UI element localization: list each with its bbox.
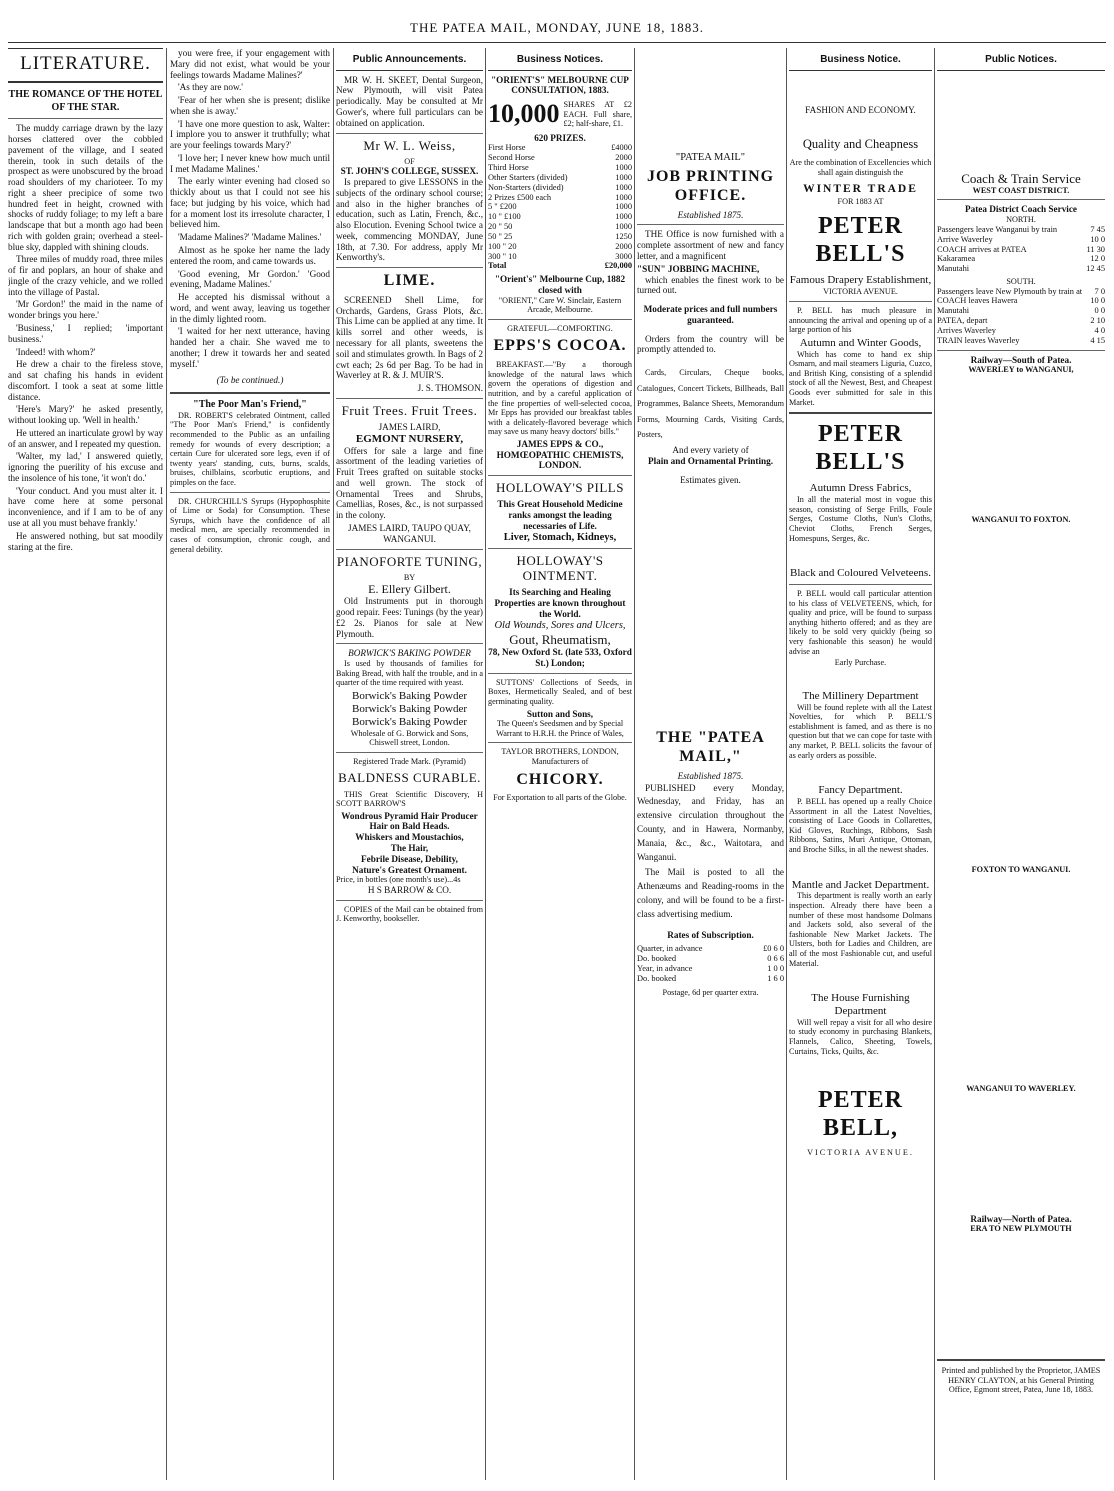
prize-row-label: First Horse [488, 143, 526, 153]
autumn-goods: Autumn and Winter Goods, [799, 336, 922, 349]
west-coast: WEST COAST DISTRICT. [972, 185, 1070, 195]
divider [170, 492, 330, 493]
sutton-sub: The Queen's Seedsmen and by Special Warrant to H.R.H. the Prince of Wales, [496, 719, 624, 738]
prize-row [488, 202, 632, 212]
weiss-of: OF [404, 156, 415, 166]
story-paragraph: Almost as he spoke her name the lady entered the room, and came towards us. [170, 245, 330, 266]
masthead-rule [8, 42, 1106, 43]
epps-ad-text: BREAKFAST.—"By a thorough knowledge of the natural laws which govern the operations of digestion and nutrition, and by a careful application of the fine properties of well-selected cocoa, Mr Epps has provided our breakfast tables with a delicately-flavored beverage which may save us many heavy doctors' bills." [488, 360, 632, 437]
fancy-title: Fancy Department. [818, 784, 903, 797]
rate-row [637, 974, 784, 984]
gout-line: Gout, Rheumatism, [509, 632, 611, 647]
south-timetable [937, 287, 1105, 346]
weiss-college: ST. JOHN'S COLLEGE, SUSSEX. [340, 166, 479, 177]
rate-row [637, 954, 784, 964]
piano-by: BY [403, 572, 416, 582]
baldness-line: Nature's Greatest Ornament. [352, 864, 467, 875]
column-business-notice [789, 48, 932, 1480]
lime-signoff: J. S. THOMSON. [417, 383, 483, 394]
dress-fabrics: Autumn Dress Fabrics, [809, 482, 912, 495]
timetable-row-value: 12 0 [1090, 254, 1105, 264]
timetable-row-value: 4 0 [1094, 325, 1105, 335]
timetable-row [937, 287, 1105, 297]
chicory-text: For Exportation to all parts of the Globe. [493, 793, 627, 803]
drapery-line: Famous Drapery Establishment, [789, 274, 932, 287]
timetable-row-value: 12 45 [1086, 264, 1105, 274]
prize-row [488, 222, 632, 232]
story-paragraph: 'I love her; I never knew how much until I met Madame Malines.' [170, 152, 330, 174]
column-business-notices [488, 48, 632, 1480]
victoria-signoff: VICTORIA AVENUE. [807, 1148, 914, 1158]
combo-line: Are the combination of Excellencies which shall again distinguish the [789, 158, 932, 177]
orient-shares-text: SHARES AT £2 EACH. Full share, £2; half-share, £1. [563, 100, 632, 129]
holloway-pills-sub: This Great Household Medicine ranks amongst the leading necessaries of Life. [497, 499, 623, 531]
holloway-ointment-title: HOLLOWAY'S OINTMENT. [516, 553, 604, 584]
story-paragraph: He drew a chair to the fireless stove, and sat chafing his hands in evident discomfort. I took a seat at some little distance. [8, 359, 163, 402]
job-plain: Plain and Ornamental Printing. [647, 455, 774, 466]
rate-row-label: Quarter, in advance [637, 944, 703, 954]
rate-row-label: Year, in advance [637, 963, 693, 973]
divider [637, 224, 784, 225]
timetable-row-label: Manutahi [937, 306, 970, 316]
story-paragraph: 'Your conduct. And you must alter it. I have come here at some personal inconvenience, and if I am to be of any use at all you must behave frankly.' [8, 485, 163, 529]
copies-notice: COPIES of the Mail can be obtained from J. Kenworthy, bookseller. [336, 904, 483, 924]
literature-heading: LITERATURE. [8, 48, 163, 83]
prize-row-label: 20 " 50 [488, 222, 513, 232]
timetable-row [937, 264, 1105, 274]
fancy-text: P. BELL has opened up a really Choice Assortment in all the Latest Novelties, consisting of Lace Goods in Collarettes, Kid Gloves, Ruchings, Ribbons, Sash Ribbons, Satins, Muri Antique, Ottoman, and Broche Silks, in all the newest shades. [789, 797, 932, 854]
column-divider [934, 48, 935, 1480]
railway-south: Railway—South of Patea. [970, 354, 1072, 365]
story-paragraph: 'Fear of her when she is present; dislike when she is away.' [170, 95, 330, 116]
grateful-line: GRATEFUL—COMFORTING. [507, 323, 613, 333]
divider [170, 392, 330, 394]
rate-row-label: Do. booked [637, 973, 677, 983]
prizes-title: 620 PRIZES. [534, 132, 586, 143]
story-paragraph: 'Indeed! with whom?' [16, 346, 96, 357]
prize-list [488, 143, 632, 261]
timetable-row-value: 11 30 [1086, 244, 1105, 254]
mail-posted: The Mail is posted to all the Athenæums and Reading-rooms in the colony, and will be found to be a first-class advertising medium. [637, 867, 784, 919]
story-paragraph: 'As they are now.' [178, 82, 243, 93]
job-text-2: which enables the finest work to be turned out. [637, 274, 784, 296]
era-new-plymouth: ERA TO NEW PLYMOUTH [970, 1224, 1072, 1234]
timetable-row [937, 225, 1105, 235]
epps-title: EPPS'S COCOA. [493, 337, 627, 355]
divider [8, 118, 163, 119]
timetable-row-label: Passengers leave New Plymouth by train at [937, 286, 1083, 296]
column-divider [485, 48, 486, 1480]
job-established: Established 1875. [677, 209, 744, 220]
divider [488, 319, 632, 320]
timetable-row-value: 10 0 [1090, 296, 1105, 306]
column-divider [634, 48, 635, 1480]
prize-row [488, 252, 632, 262]
column-divider [786, 48, 787, 1480]
holloway-pills-line: Liver, Stomach, Kidneys, [503, 531, 617, 543]
holloway-pills-title: HOLLOWAY'S PILLS [496, 480, 624, 496]
orient-title: "ORIENT'S" MELBOURNE CUP CONSULTATION, 1883. [491, 74, 629, 96]
mail-text: PUBLISHED every Monday, Wednesday, and Friday, has an extensive circulation throughout the County, and in Hawera, Normanby, Manaia, &c., &c., Waitotara, and Wanganui. [637, 782, 784, 862]
baldness-title: BALDNESS CURABLE. [338, 770, 481, 786]
rate-row-value: 1 6 0 [767, 973, 784, 983]
prize-row-label: 10 " £100 [488, 212, 521, 222]
churchill-syrup-ad: DR. CHURCHILL'S Syrups (Hypophosphite of Lime or Soda) for Consumption. These Syrups, which have the confidence of all medical men, are specially recommended in cases of consumption, chronic cough, and general debility. [170, 496, 330, 554]
announce-text: P. BELL has much pleasure in announcing the arrival and opening up of a large portion of his [789, 305, 932, 335]
column-literature [8, 48, 163, 1480]
column-public-announcements [336, 48, 483, 1480]
borwick-signoff: Wholesale of G. Borwick and Sons, Chiswell street, London. [350, 728, 469, 748]
prize-row [488, 173, 632, 183]
column-public-notices [937, 48, 1105, 1480]
postage: Postage, 6d per quarter extra. [662, 987, 759, 997]
baldness-price: Price, in bottles (one month's use)...4s [336, 875, 461, 885]
south-heading: SOUTH. [1006, 276, 1036, 286]
story-paragraph: The muddy carriage drawn by the lazy horses clattered over the cobbled pavement of the village, and I seated therein, took in such details of the prospect as were unobscured by the broad road shoulders of my charioteer. To my right a sheer precipice of some two hundred feet in height, crowned with shocks of ruddy foliage; to my left a bare landscape that but a month ago had been rich with golden grain; overhead a steel-blue sky, dappled with shining clouds. [8, 123, 163, 252]
sutton-name: Sutton and Sons, [526, 708, 594, 719]
prize-row-value: £4000 [611, 143, 632, 153]
prize-total [488, 261, 632, 271]
job-printing-title: JOB PRINTING OFFICE. [646, 168, 775, 204]
for-line: FOR 1883 AT [837, 196, 884, 206]
fashion-line: FASHION AND ECONOMY. [805, 104, 916, 115]
barrow-signoff: H S BARROW & CO. [367, 884, 452, 895]
prize-row-value: 1000 [615, 172, 632, 182]
divider [336, 267, 483, 268]
business-notices-header: Business Notices. [488, 48, 632, 71]
baldness-line: Whiskers and Moustachios, [355, 832, 464, 843]
masthead: THE PATEA MAIL, MONDAY, JUNE 18, 1883. [410, 20, 704, 35]
timetable-row-value: 0 0 [1094, 306, 1105, 316]
timetable-rows [937, 874, 1105, 1084]
timetable-row-value: 4 15 [1090, 335, 1105, 345]
prize-row-value: 3000 [615, 251, 632, 261]
borwick-line: Borwick's Baking Powder [351, 702, 468, 715]
piano-ad-text: Old Instruments put in thorough good repair. Fees: Tunings (by the year) £2 2s. Pianos for sale at New Plymouth. [336, 596, 483, 639]
prize-row-value: 1250 [615, 231, 632, 241]
dress-text: In all the material most in vogue this season, consisting of Serge Frills, Foule Serges, Costume Cloths, Nun's Cloths, Cheviot Cloths, French Serges, Homespuns, Serges, &c. [789, 495, 932, 543]
divider [789, 584, 932, 585]
peter-bell-signoff: PETER BELL, [817, 1087, 903, 1142]
baldness-line: The Hair, [390, 843, 429, 854]
prize-row-value: 1000 [615, 222, 632, 232]
column-divider [333, 48, 334, 1480]
house-text: Will well repay a visit for all who desire to study economy in purchasing Blankets, Flannels, Calico, Sheeting, Towels, Curtains, Ticks, Quilts, &c. [789, 1017, 932, 1056]
winter-trade: WINTER TRADE [803, 183, 918, 196]
story-title: THE ROMANCE OF THE HOTEL OF THE STAR. [8, 89, 163, 113]
mantle-text: This department is really worth an early inspection. Already there have been a number of these most handsome Dolmans and Jackets sold, also several of the fashionable New Market Jackets. The Ulsters, both for Ladies and Children, are all of the most Fashionable cut, and useful Material. [789, 891, 932, 968]
divider [336, 549, 483, 550]
velvet-text: P. BELL would call particular attention to his class of VELVETEENS, which, for quality and price, will be found to surpass anything hitherto offered; and as they are likely to be sold very quickly (being so very fashionable this season) he would advise an [789, 588, 932, 656]
printed-by: Printed and published by the Proprietor, JAMES HENRY CLAYTON, at his General Printing Office, Egmont street, Patea, June 18, 1883. [941, 1366, 1101, 1395]
timetable-row [937, 336, 1105, 346]
prize-row [488, 183, 632, 193]
job-text: THE Office is now furnished with a complete assortment of new and fancy letter, and a magnificent [637, 229, 784, 262]
coach-title: Coach & Train Service [961, 170, 1081, 186]
timetable-row [937, 306, 1105, 316]
divider [488, 673, 632, 674]
ointment-ad-text: DR. ROBERT'S celebrated Ointment, called "The Poor Man's Friend," is confidently recommended to the Public as an unfailing remedy for wounds of every description; a certain Cure for ulcerated sore legs, even if of twenty years' standing, cuts, burns, scalds, bruises, chilblains, scorbutic eruptions, and pimples on the face. [170, 410, 330, 488]
early-purchase: Early Purchase. [834, 658, 887, 668]
timetable-row [937, 316, 1105, 326]
laird-name: JAMES LAIRD, [378, 422, 441, 433]
divider [937, 350, 1105, 351]
public-notices-header: Public Notices. [937, 48, 1105, 71]
prize-row-label: Third Horse [488, 163, 529, 173]
prize-row-value: 1000 [615, 163, 632, 173]
mantle-title: Mantle and Jacket Department. [791, 878, 930, 891]
trade-mark: Registered Trade Mark. (Pyramid) [353, 756, 466, 766]
prize-row-label: 2 Prizes £500 each [488, 192, 552, 202]
wanganui-foxton: WANGANUI TO FOXTON. [971, 514, 1071, 524]
piano-title: PIANOFORTE TUNING, [336, 553, 483, 569]
divider [336, 398, 483, 399]
piano-tuner-name: E. Ellery Gilbert. [368, 582, 451, 597]
skeet-ad: MR W. H. SKEET, Dental Surgeon, New Plymouth, will visit Patea periodically. May be consulted at Mr Gower's, where full particulars can be obtained on application. [336, 74, 483, 128]
timetable-row-label: PATEA, depart [937, 316, 988, 326]
rates-title: Rates of Subscription. [667, 929, 754, 940]
job-paper-name: "PATEA MAIL" [675, 152, 746, 163]
divider [937, 199, 1105, 200]
story-paragraph: 'Mr Gordon!' the maid in the name of wonder brings you here.' [8, 299, 163, 321]
rate-row-value: 0 6 6 [767, 954, 784, 964]
divider [336, 752, 483, 753]
peter-bell-heading-2: PETER BELL'S [815, 421, 906, 476]
suttons-ad-text: SUTTONS' Collections of Seeds, in Boxes, Hermetically Sealed, and of best germinating quality. [488, 677, 632, 706]
prize-row [488, 153, 632, 163]
laird-signoff: JAMES LAIRD, TAUPO QUAY, WANGANUI. [348, 523, 471, 544]
holloway-address: 78, New Oxford St. (late 533, Oxford St.) London; [488, 647, 632, 668]
timetable-row-value: 10 0 [1090, 234, 1105, 244]
orient-1882: "Orient's" Melbourne Cup, 1882 closed with [494, 274, 626, 295]
timetable-rows [937, 1234, 1105, 1354]
divider [789, 301, 932, 302]
timetable-row [937, 296, 1105, 306]
timetable-row-label: COACH arrives at PATEA [937, 244, 1027, 254]
velveteens: Black and Coloured Velveteens. [790, 567, 931, 580]
orient-signoff: "ORIENT," Care W. Sinclair, Eastern Arcade, Melbourne. [498, 295, 622, 315]
story-paragraph: 'Walter, my lad,' I answered quietly, ignoring the puerility of his excuse and the insolence of his tone, 'it won't do.' [8, 451, 163, 483]
timetable-row-label: COACH leaves Hawera [937, 296, 1018, 306]
north-heading: NORTH. [1006, 215, 1036, 225]
egmont-nursery: EGMONT NURSERY, [355, 432, 464, 445]
prize-row [488, 143, 632, 153]
prize-row-value: 2000 [615, 153, 632, 163]
timetable-row-value: 2 10 [1090, 316, 1105, 326]
weiss-ad-text: Is prepared to give LESSONS in the subjects of the ordinary school course; and also in the higher branches of education, such as Latin, French, &c., also Elocution. Evening School twice a week, commencing MONDAY, June 18th, at 7.30. For address, apply Mr Kenworthy's. [336, 177, 483, 263]
foxton-wanganui: FOXTON TO WANGANUI. [971, 864, 1071, 874]
wanganui-waverley: WANGANUI TO WAVERLEY. [966, 1084, 1076, 1094]
prize-row-value: 1000 [615, 212, 632, 222]
timetable-row [937, 235, 1105, 245]
job-variety: And every variety of [672, 445, 749, 456]
column-job-printing [637, 48, 784, 1480]
prize-row-label: 100 " 20 [488, 241, 517, 251]
nursery-ad-text: Offers for sale a large and fine assortment of the leading varieties of Fruit Trees grafted on suitable stocks and well grown. The stock of Ornamental Trees and Shrubs, Camellias, Roses, &c., is not surpassed in the colony. [336, 445, 483, 521]
column-divider [166, 48, 167, 1480]
public-announcements-header: Public Announcements. [336, 48, 483, 71]
mail-title: THE "PATEA MAIL," [656, 729, 765, 766]
millinery-title: The Millinery Department [802, 689, 919, 702]
story-paragraph: The early winter evening had closed so thickly about us that I could not see his face; but judging by his voice, which had for a moment lost its irresolute character, I believed him. [170, 176, 330, 230]
prize-row-label: 5 " £200 [488, 202, 517, 212]
timetable-rows [937, 1094, 1105, 1214]
timetable-rows [937, 525, 1105, 865]
job-list: Cards, Circulars, Cheque books, Catalogues, Concert Tickets, Billheads, Ball Programmes, Balance Sheets, Memorandum Forms, Mourning Cards, Visiting Cards, Posters, [637, 368, 784, 440]
job-orders: Orders from the country will be promptly attended to. [637, 333, 784, 355]
hair-producer: Wondrous Pyramid Hair Producer [341, 810, 478, 821]
borwick-line: Borwick's Baking Powder [351, 715, 468, 728]
divider [336, 133, 483, 134]
autumn-text: Which has come to hand ex ship Osmarn, and mail steamers Liguria, Cuzco, and British King, consisting of a splendid stock of all the Newest, Best, and Cheapest Goods ever submitted for sale in this Market. [789, 349, 932, 407]
prize-row [488, 212, 632, 222]
prize-row-label: Other Starters (divided) [488, 172, 568, 182]
prize-row [488, 242, 632, 252]
timetable-row-value: 7 0 [1094, 286, 1105, 296]
divider [336, 900, 483, 901]
job-prices: Moderate prices and full numbers guaranteed. [643, 304, 778, 325]
weiss-name: Mr W. L. Weiss, [363, 137, 456, 153]
chicory-title: CHICORY. [516, 770, 604, 788]
prize-row-value: 1000 [615, 182, 632, 192]
divider [488, 548, 632, 549]
prize-row [488, 193, 632, 203]
rate-row-value: 1 0 0 [767, 963, 784, 973]
story-paragraph: 'Here's Mary?' he asked presently, without looking up. 'Well in health.' [8, 404, 163, 426]
prize-row-value: 1000 [615, 202, 632, 212]
waverley-wanganui: WAVERLEY to WANGANUI, [968, 365, 1074, 375]
millinery-text: Will be found replete with all the Latest Novelties, for which P. BELL'S establishment is famed, and as there is no question but that we can cope for taste with any market, P. BELL solicits the favour of as early orders as possible. [789, 702, 932, 760]
divider [336, 643, 483, 644]
timetable-row [937, 254, 1105, 264]
epps-signoff: JAMES EPPS & CO., HOMŒOPATHIC CHEMISTS, LONDON. [496, 438, 624, 471]
rate-row [637, 964, 784, 974]
prize-row-label: Non-Starters (divided) [488, 182, 564, 192]
rate-row-value: £0 6 0 [763, 944, 784, 954]
fruit-trees-title: Fruit Trees. Fruit Trees. [341, 402, 478, 418]
borwick-line: Borwick's Baking Powder [351, 689, 468, 702]
story-paragraph: 'I have one more question to ask, Walter: I implore you to answer it truthfully; what are your feelings towards Mary?' [170, 118, 330, 151]
timetable-row-label: Arrives Waverley [937, 325, 996, 335]
story-paragraph: you were free, if your engagement with Mary did not exist, what would be your feelings towards Madame Malines?' [170, 48, 330, 80]
timetable-row [937, 245, 1105, 255]
coach-service-heading: Patea District Coach Service [965, 204, 1077, 215]
timetable-row-label: Arrive Waverley [937, 234, 993, 244]
business-notice-header: Business Notice. [789, 48, 932, 71]
job-estimates: Estimates given. [680, 474, 741, 485]
railway-north: Railway—North of Patea. [970, 1213, 1072, 1224]
timetable-row-label: Kakaramea [937, 254, 976, 264]
divider [937, 1359, 1105, 1361]
story-paragraph: He answered nothing, but sat moodily staring at the fire. [8, 530, 163, 552]
timetable-row-label: Manutahi [937, 264, 970, 274]
divider [488, 742, 632, 743]
ointment-title: "The Poor Man's Friend," [193, 399, 307, 411]
prize-row [488, 232, 632, 242]
prize-row-label: Second Horse [488, 153, 535, 163]
prize-row-label: 50 " 25 [488, 231, 513, 241]
divider [488, 475, 632, 476]
rates-list [637, 944, 784, 983]
to-be-continued: (To be continued.) [216, 375, 284, 386]
divider [789, 412, 932, 414]
mail-established: Established 1875. [677, 770, 744, 781]
victoria-line: VICTORIA AVENUE. [823, 287, 898, 297]
lime-ad-text: SCREENED Shell Lime, for Orchards, Gardens, Grass Plots, &c. This Lime can be applied at any time. It kills sorrel and other weeds, is necessary for all plants, sweetens the soil and stimulates growth. In Bags of 2 cwt each; 2s 6d per Bag. To be had in Waverley at R. & J. MUIR'S. [336, 294, 483, 381]
prize-row-label: 300 " 10 [488, 251, 517, 261]
borwick-ad-text: Is used by thousands of families for Baking Bread, with half the trouble, and in a quarter of the time required with yeast. [336, 659, 483, 688]
story-paragraph: Three miles of muddy road, three miles of fir and poplars, an hour of shake and jingle of the crazy vehicle, and we rolled into the village of Pastal. [8, 254, 163, 297]
holloway-ointment-line: Old Wounds, Sores and Ulcers, [494, 619, 626, 631]
job-machine: "SUN" JOBBING MACHINE, [637, 263, 760, 274]
column-story-continued [170, 48, 330, 1480]
rate-row [637, 944, 784, 954]
story-paragraph: 'Good evening, Mr Gordon.' 'Good evening, Madame Malines.' [170, 268, 330, 290]
orient-shares-count: 10,000 [488, 99, 560, 129]
baldness-intro: THIS Great Scientific Discovery, H SCOTT BARROW'S [336, 789, 483, 809]
timetable-rows [937, 375, 1105, 515]
baldness-line: Hair on Bald Heads. [369, 821, 450, 832]
timetable-row-label: Passengers leave Wanganui by train [937, 224, 1058, 234]
prize-row-value: 1000 [615, 192, 632, 202]
prize-row-value: 2000 [615, 241, 632, 251]
north-timetable [937, 225, 1105, 274]
story-paragraph: 'I waited for her next utterance, having handed her a chair. She waved me to another; I drew it towards her and seated myself.' [170, 326, 330, 369]
story-paragraph: He uttered an inarticulate growl by way of an answer, and I repeated my question. [8, 427, 163, 449]
timetable-row-label: TRAIN leaves Waverley [937, 335, 1020, 345]
story-paragraph: He accepted his dismissal without a word, and went away, leaving us together in the dimly lighted room. [170, 292, 330, 324]
peter-bell-heading: PETER BELL'S [815, 213, 906, 268]
timetable-row [937, 326, 1105, 336]
quality-line: Quality and Cheapness [802, 137, 919, 152]
prize-total-value: £20,000 [604, 261, 632, 271]
holloway-ointment-sub: Its Searching and Healing Properties are known throughout the World. [494, 587, 626, 619]
taylor-line: TAYLOR BROTHERS, LONDON, Manufacturers of [501, 747, 619, 767]
house-title: The House Furnishing Department [811, 992, 910, 1018]
prize-row [488, 163, 632, 173]
story-paragraph: 'Business,' I replied; 'important business.' [8, 323, 163, 344]
timetable-row-value: 7 45 [1090, 224, 1105, 234]
rate-row-label: Do. booked [637, 954, 677, 964]
borwick-heading: BORWICK'S BAKING POWDER [348, 648, 471, 659]
lime-title: LIME. [383, 272, 436, 290]
baldness-line: Febrile Disease, Debility, [361, 853, 458, 864]
story-paragraph: 'Madame Malines?' 'Madame Malines.' [178, 232, 322, 243]
prize-total-label: Total [488, 261, 507, 271]
